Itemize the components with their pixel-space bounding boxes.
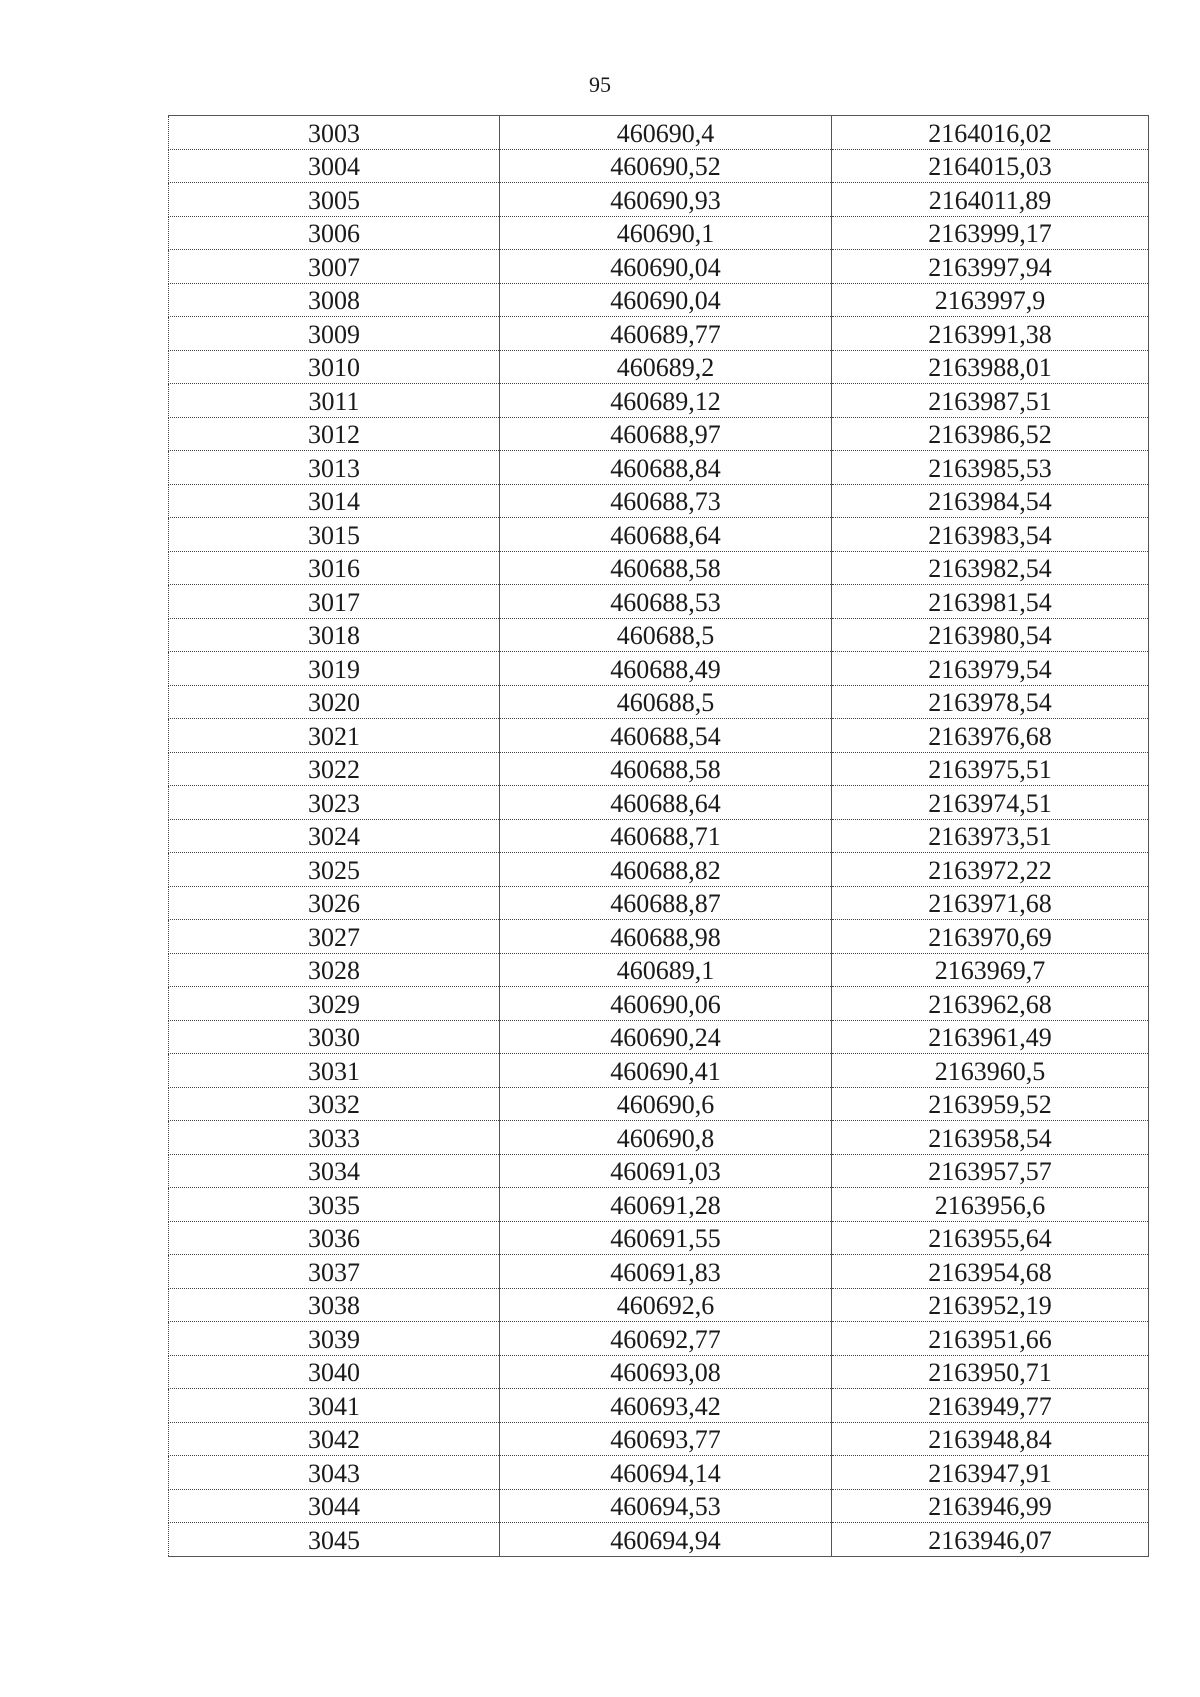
y-coordinate-cell: 2164015,03 — [832, 149, 1149, 183]
y-coordinate-cell: 2163978,54 — [832, 685, 1149, 719]
table-row — [169, 1054, 1149, 1088]
y-coordinate-cell: 2163950,71 — [832, 1355, 1149, 1389]
y-coordinate-cell: 2163982,54 — [832, 551, 1149, 585]
x-coordinate-cell: 460690,04 — [500, 250, 832, 284]
y-coordinate-cell: 2163979,54 — [832, 652, 1149, 686]
table-row — [169, 853, 1149, 887]
y-coordinate-cell: 2163959,52 — [832, 1087, 1149, 1121]
x-coordinate-cell: 460688,5 — [500, 685, 832, 719]
point-number-cell: 3010 — [169, 350, 500, 384]
x-coordinate-cell: 460688,71 — [500, 819, 832, 853]
y-coordinate-cell: 2163987,51 — [832, 384, 1149, 418]
x-coordinate-cell: 460688,98 — [500, 920, 832, 954]
point-number-cell: 3014 — [169, 484, 500, 518]
y-coordinate-cell: 2163946,07 — [832, 1523, 1149, 1557]
x-coordinate-cell: 460690,41 — [500, 1054, 832, 1088]
point-number-cell: 3019 — [169, 652, 500, 686]
y-coordinate-cell: 2163947,91 — [832, 1456, 1149, 1490]
x-coordinate-cell: 460688,82 — [500, 853, 832, 887]
y-coordinate-cell: 2163951,66 — [832, 1322, 1149, 1356]
point-number-cell: 3032 — [169, 1087, 500, 1121]
point-number-cell: 3016 — [169, 551, 500, 585]
y-coordinate-cell: 2163997,94 — [832, 250, 1149, 284]
point-number-cell: 3025 — [169, 853, 500, 887]
point-number-cell: 3039 — [169, 1322, 500, 1356]
x-coordinate-cell: 460690,8 — [500, 1121, 832, 1155]
point-number-cell: 3031 — [169, 1054, 500, 1088]
coordinates-table — [168, 115, 1149, 1557]
y-coordinate-cell: 2164016,02 — [832, 116, 1149, 150]
table-row — [169, 484, 1149, 518]
point-number-cell: 3033 — [169, 1121, 500, 1155]
x-coordinate-cell: 460688,58 — [500, 752, 832, 786]
y-coordinate-cell: 2163980,54 — [832, 618, 1149, 652]
point-number-cell: 3012 — [169, 417, 500, 451]
x-coordinate-cell: 460691,55 — [500, 1221, 832, 1255]
y-coordinate-cell: 2163971,68 — [832, 886, 1149, 920]
point-number-cell: 3005 — [169, 183, 500, 217]
x-coordinate-cell: 460688,53 — [500, 585, 832, 619]
table-row — [169, 1389, 1149, 1423]
point-number-cell: 3042 — [169, 1422, 500, 1456]
point-number-cell: 3035 — [169, 1188, 500, 1222]
table-row — [169, 1020, 1149, 1054]
x-coordinate-cell: 460694,94 — [500, 1523, 832, 1557]
x-coordinate-cell: 460690,52 — [500, 149, 832, 183]
point-number-cell: 3027 — [169, 920, 500, 954]
x-coordinate-cell: 460688,5 — [500, 618, 832, 652]
point-number-cell: 3029 — [169, 987, 500, 1021]
point-number-cell: 3013 — [169, 451, 500, 485]
table-row — [169, 216, 1149, 250]
x-coordinate-cell: 460688,58 — [500, 551, 832, 585]
y-coordinate-cell: 2163956,6 — [832, 1188, 1149, 1222]
x-coordinate-cell: 460692,6 — [500, 1288, 832, 1322]
x-coordinate-cell: 460693,42 — [500, 1389, 832, 1423]
x-coordinate-cell: 460691,83 — [500, 1255, 832, 1289]
point-number-cell: 3021 — [169, 719, 500, 753]
y-coordinate-cell: 2163952,19 — [832, 1288, 1149, 1322]
point-number-cell: 3022 — [169, 752, 500, 786]
y-coordinate-cell: 2163969,7 — [832, 953, 1149, 987]
table-row — [169, 1489, 1149, 1523]
point-number-cell: 3045 — [169, 1523, 500, 1557]
y-coordinate-cell: 2163974,51 — [832, 786, 1149, 820]
table-row — [169, 417, 1149, 451]
point-number-cell: 3026 — [169, 886, 500, 920]
table-row — [169, 1422, 1149, 1456]
table-row — [169, 283, 1149, 317]
table-row — [169, 1188, 1149, 1222]
y-coordinate-cell: 2163984,54 — [832, 484, 1149, 518]
y-coordinate-cell: 2163991,38 — [832, 317, 1149, 351]
table-row — [169, 1355, 1149, 1389]
x-coordinate-cell: 460692,77 — [500, 1322, 832, 1356]
table-row — [169, 1456, 1149, 1490]
y-coordinate-cell: 2163988,01 — [832, 350, 1149, 384]
y-coordinate-cell: 2163985,53 — [832, 451, 1149, 485]
table-row — [169, 1087, 1149, 1121]
y-coordinate-cell: 2163981,54 — [832, 585, 1149, 619]
table-row — [169, 652, 1149, 686]
point-number-cell: 3015 — [169, 518, 500, 552]
table-row — [169, 518, 1149, 552]
point-number-cell: 3008 — [169, 283, 500, 317]
y-coordinate-cell: 2163954,68 — [832, 1255, 1149, 1289]
table-row — [169, 116, 1149, 150]
table-row — [169, 317, 1149, 351]
point-number-cell: 3030 — [169, 1020, 500, 1054]
table-row — [169, 752, 1149, 786]
table-row — [169, 384, 1149, 418]
point-number-cell: 3044 — [169, 1489, 500, 1523]
y-coordinate-cell: 2163957,57 — [832, 1154, 1149, 1188]
x-coordinate-cell: 460689,77 — [500, 317, 832, 351]
table-row — [169, 350, 1149, 384]
table-row — [169, 183, 1149, 217]
x-coordinate-cell: 460688,54 — [500, 719, 832, 753]
x-coordinate-cell: 460688,64 — [500, 786, 832, 820]
x-coordinate-cell: 460691,03 — [500, 1154, 832, 1188]
point-number-cell: 3017 — [169, 585, 500, 619]
table-row — [169, 1154, 1149, 1188]
x-coordinate-cell: 460690,4 — [500, 116, 832, 150]
table-row — [169, 719, 1149, 753]
coordinates-table-body — [169, 116, 1149, 1557]
x-coordinate-cell: 460693,77 — [500, 1422, 832, 1456]
point-number-cell: 3024 — [169, 819, 500, 853]
page-number: 95 — [589, 72, 611, 97]
table-row — [169, 451, 1149, 485]
y-coordinate-cell: 2163962,68 — [832, 987, 1149, 1021]
point-number-cell: 3007 — [169, 250, 500, 284]
point-number-cell: 3043 — [169, 1456, 500, 1490]
point-number-cell: 3006 — [169, 216, 500, 250]
point-number-cell: 3004 — [169, 149, 500, 183]
table-row — [169, 786, 1149, 820]
x-coordinate-cell: 460688,64 — [500, 518, 832, 552]
y-coordinate-cell: 2163948,84 — [832, 1422, 1149, 1456]
y-coordinate-cell: 2163958,54 — [832, 1121, 1149, 1155]
table-row — [169, 149, 1149, 183]
table-row — [169, 1322, 1149, 1356]
x-coordinate-cell: 460693,08 — [500, 1355, 832, 1389]
x-coordinate-cell: 460689,2 — [500, 350, 832, 384]
table-row — [169, 1221, 1149, 1255]
table-row — [169, 585, 1149, 619]
x-coordinate-cell: 460688,87 — [500, 886, 832, 920]
x-coordinate-cell: 460694,53 — [500, 1489, 832, 1523]
x-coordinate-cell: 460688,97 — [500, 417, 832, 451]
x-coordinate-cell: 460694,14 — [500, 1456, 832, 1490]
x-coordinate-cell: 460690,93 — [500, 183, 832, 217]
point-number-cell: 3023 — [169, 786, 500, 820]
x-coordinate-cell: 460690,6 — [500, 1087, 832, 1121]
x-coordinate-cell: 460690,04 — [500, 283, 832, 317]
table-row — [169, 920, 1149, 954]
table-row — [169, 886, 1149, 920]
point-number-cell: 3011 — [169, 384, 500, 418]
x-coordinate-cell: 460690,1 — [500, 216, 832, 250]
point-number-cell: 3028 — [169, 953, 500, 987]
point-number-cell: 3003 — [169, 116, 500, 150]
table-row — [169, 1121, 1149, 1155]
y-coordinate-cell: 2163961,49 — [832, 1020, 1149, 1054]
x-coordinate-cell: 460688,73 — [500, 484, 832, 518]
point-number-cell: 3041 — [169, 1389, 500, 1423]
x-coordinate-cell: 460689,1 — [500, 953, 832, 987]
y-coordinate-cell: 2163960,5 — [832, 1054, 1149, 1088]
y-coordinate-cell: 2163972,22 — [832, 853, 1149, 887]
y-coordinate-cell: 2164011,89 — [832, 183, 1149, 217]
x-coordinate-cell: 460691,28 — [500, 1188, 832, 1222]
y-coordinate-cell: 2163986,52 — [832, 417, 1149, 451]
point-number-cell: 3038 — [169, 1288, 500, 1322]
x-coordinate-cell: 460688,49 — [500, 652, 832, 686]
point-number-cell: 3037 — [169, 1255, 500, 1289]
x-coordinate-cell: 460688,84 — [500, 451, 832, 485]
point-number-cell: 3034 — [169, 1154, 500, 1188]
table-row — [169, 551, 1149, 585]
y-coordinate-cell: 2163955,64 — [832, 1221, 1149, 1255]
table-row — [169, 1255, 1149, 1289]
point-number-cell: 3009 — [169, 317, 500, 351]
y-coordinate-cell: 2163999,17 — [832, 216, 1149, 250]
table-row — [169, 250, 1149, 284]
table-row — [169, 987, 1149, 1021]
point-number-cell: 3020 — [169, 685, 500, 719]
y-coordinate-cell: 2163973,51 — [832, 819, 1149, 853]
y-coordinate-cell: 2163976,68 — [832, 719, 1149, 753]
x-coordinate-cell: 460689,12 — [500, 384, 832, 418]
y-coordinate-cell: 2163997,9 — [832, 283, 1149, 317]
y-coordinate-cell: 2163975,51 — [832, 752, 1149, 786]
table-row — [169, 618, 1149, 652]
y-coordinate-cell: 2163949,77 — [832, 1389, 1149, 1423]
y-coordinate-cell: 2163983,54 — [832, 518, 1149, 552]
y-coordinate-cell: 2163970,69 — [832, 920, 1149, 954]
y-coordinate-cell: 2163946,99 — [832, 1489, 1149, 1523]
point-number-cell: 3018 — [169, 618, 500, 652]
table-row — [169, 685, 1149, 719]
x-coordinate-cell: 460690,06 — [500, 987, 832, 1021]
table-row — [169, 1288, 1149, 1322]
point-number-cell: 3036 — [169, 1221, 500, 1255]
table-row — [169, 1523, 1149, 1557]
table-row — [169, 819, 1149, 853]
table-row — [169, 953, 1149, 987]
point-number-cell: 3040 — [169, 1355, 500, 1389]
x-coordinate-cell: 460690,24 — [500, 1020, 832, 1054]
